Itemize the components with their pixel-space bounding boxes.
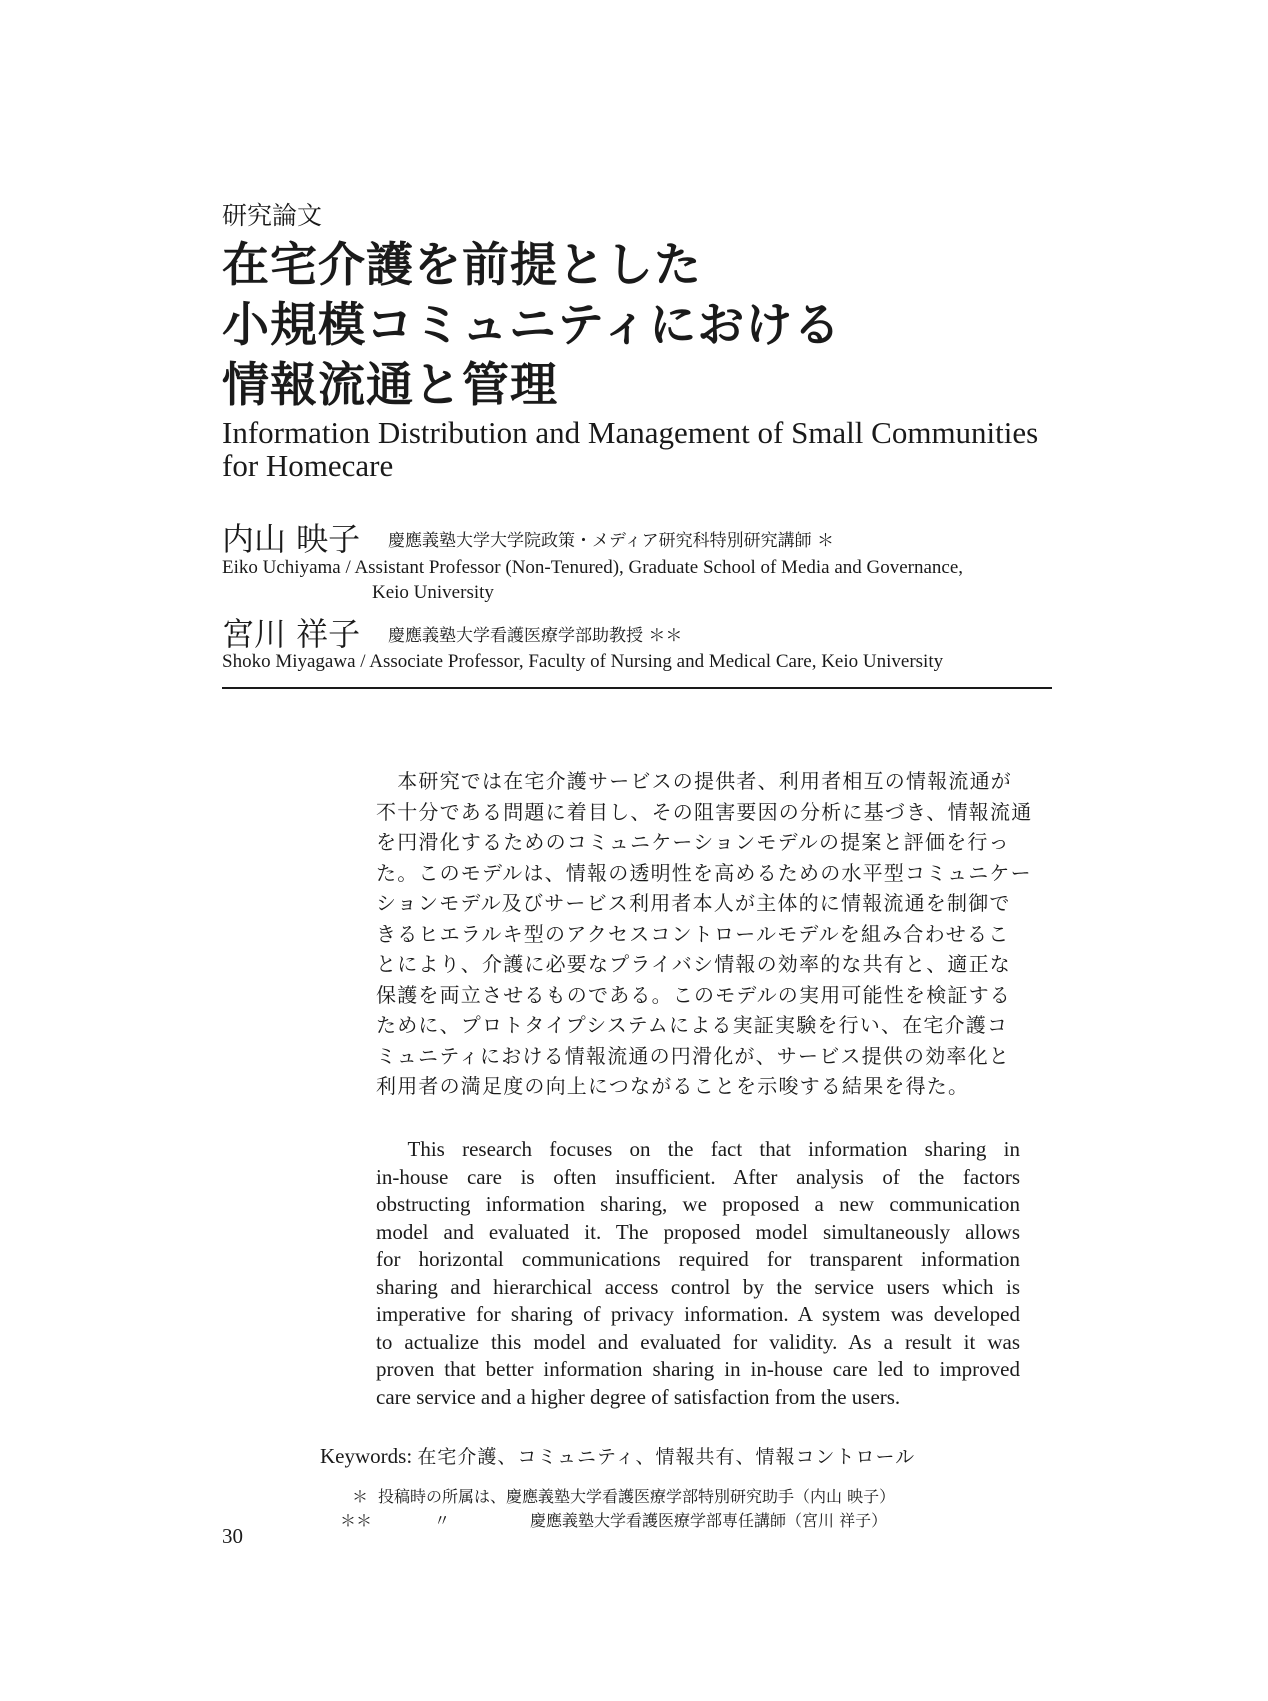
title-japanese <box>222 236 841 416</box>
abstract-en-line: imperative for sharing of privacy information. A system was developed <box>376 1302 1020 1326</box>
abstract-jp-line: ために、プロトタイプシステムによる実証実験を行い、在宅介護コ <box>376 1013 1009 1037</box>
abstract-en-line: for horizontal communications required for transparent information <box>376 1247 1020 1271</box>
footnote-2-mark: ＊＊ <box>340 1511 373 1530</box>
abstract-japanese <box>376 766 1052 1102</box>
author-1-name-jp: 内山 映子 <box>222 520 361 558</box>
abstract-jp-line: きるヒエラルキ型のアクセスコントロールモデルを組み合わせるこ <box>376 921 1010 946</box>
footnote-2-text: 慶應義塾大学看護医療学部専任講師（宮川 祥子） <box>530 1511 888 1530</box>
author-2-affiliation-en: Shoko Miyagawa / Associate Professor, Faculty of Nursing and Medical Care, Keio University <box>222 651 944 672</box>
title-en-line: for Homecare <box>222 448 394 483</box>
footnote-1-text: 投稿時の所属は、慶應義塾大学看護医療学部特別研究助手（内山 映子） <box>378 1487 896 1506</box>
author-2-affiliation-jp: 慶應義塾大学看護医療学部助教授 ＊＊ <box>388 626 683 646</box>
abstract-english <box>376 1136 1020 1411</box>
abstract-jp-line: ミュニティにおける情報流通の円滑化が、サービス提供の効率化と <box>376 1043 1010 1068</box>
abstract-en-line: care service and a higher degree of satisfaction from the users. <box>376 1384 901 1409</box>
title-jp-line: 情報流通と管理 <box>222 358 558 413</box>
keywords <box>320 1442 915 1469</box>
abstract-en-line: to actualize this model and evaluated for validity. As a result it was <box>376 1329 1020 1354</box>
abstract-en-line: This research focuses on the fact that information sharing in <box>376 1137 1020 1161</box>
abstract-en-line: proven that better information sharing in in-house care led to improved <box>376 1357 1020 1381</box>
abstract-jp-line: 利用者の満足度の向上につながることを示唆する結果を得た。 <box>376 1074 970 1098</box>
title-en-line: Information Distribution and Management of Small Communities <box>222 415 1039 450</box>
footnote-2-ditto: 〃 <box>434 1511 451 1530</box>
title-jp-line: 小規模コミュニティにおける <box>222 298 842 353</box>
header-divider <box>222 687 1052 689</box>
abstract-en-line: model and evaluated it. The proposed model simultaneously allows <box>376 1219 1020 1244</box>
abstract-en-line: sharing and hierarchical access control by the service users which is <box>376 1274 1020 1299</box>
abstract-jp-line: 不十分である問題に着目し、その阻害要因の分析に基づき、情報流通 <box>376 799 1033 824</box>
keywords-values: 在宅介護、コミュニティ、情報共有、情報コントロール <box>417 1446 916 1468</box>
author-1-affiliation-jp: 慶應義塾大学大学院政策・メディア研究科特別研究講師 ＊ <box>388 531 835 551</box>
abstract-jp-line: ションモデル及びサービス利用者本人が主体的に情報流通を制御で <box>376 891 1011 915</box>
abstract-en-line: in-house care is often insufficient. After analysis of the factors <box>376 1164 1020 1189</box>
author-1-affiliation-en-cont: Keio University <box>372 582 494 603</box>
page-number: 30 <box>222 1524 243 1548</box>
abstract-jp-line: を円滑化するためのコミュニケーションモデルの提案と評価を行っ <box>376 830 1010 854</box>
title-jp-line: 在宅介護を前提とした <box>222 238 702 293</box>
footnote-1-mark: ＊ <box>352 1487 369 1506</box>
abstract-en-line: obstructing information sharing, we proposed a new communication <box>376 1192 1020 1216</box>
article-category: 研究論文 <box>222 201 323 230</box>
abstract-jp-line: とにより、介護に必要なプライバシ情報の効率的な共有と、適正な <box>376 952 1011 976</box>
keywords-label: Keywords: <box>320 1444 418 1468</box>
title-english <box>222 416 1062 482</box>
abstract-jp-line: 保護を両立させるものである。このモデルの実用可能性を検証する <box>376 982 1011 1007</box>
author-2-name-jp: 宮川 祥子 <box>222 615 361 653</box>
abstract-jp-line: 本研究では在宅介護サービスの提供者、利用者相互の情報流通が <box>376 769 1012 793</box>
abstract-jp-line: た。このモデルは、情報の透明性を高めるための水平型コミュニケー <box>376 860 1032 885</box>
author-1-affiliation-en: Eiko Uchiyama / Assistant Professor (Non-Tenured), Graduate School of Media and Governance, <box>222 557 964 578</box>
